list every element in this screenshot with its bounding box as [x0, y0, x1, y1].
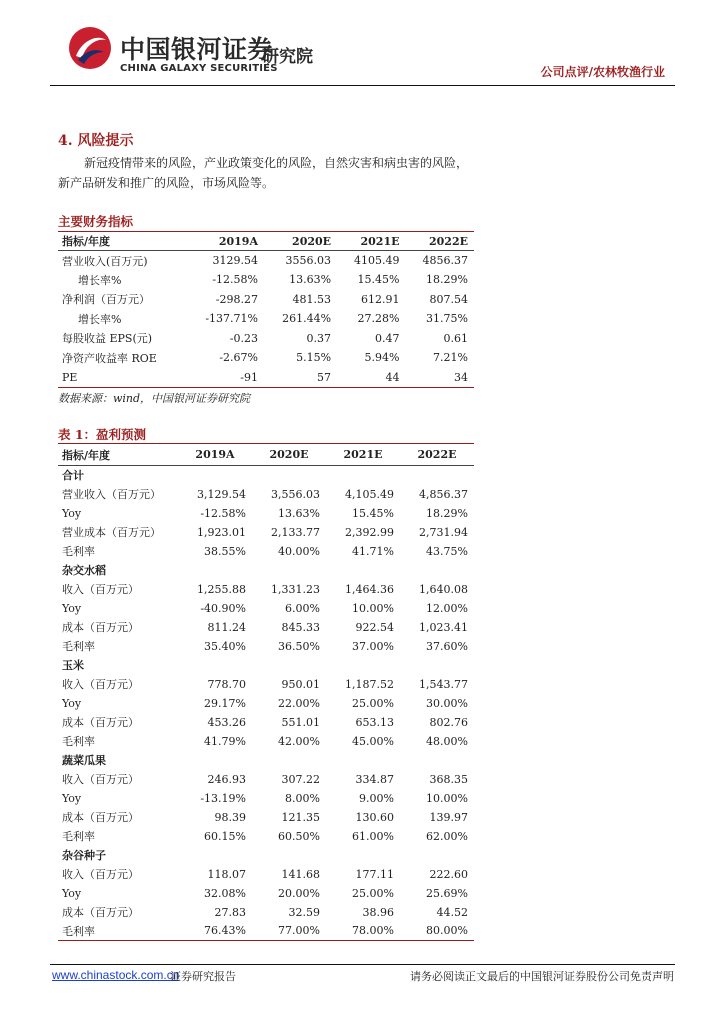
table-cell: 77.00%: [278, 924, 320, 938]
table-cell: 41.71%: [352, 544, 394, 558]
row-label: 每股收益 EPS(元): [62, 332, 153, 346]
table-row: [58, 884, 474, 903]
table-cell: 35.40%: [204, 639, 246, 653]
table-cell: 32.08%: [204, 886, 246, 900]
row-label: 成本（百万元）: [62, 621, 139, 634]
table-cell: 139.97: [429, 810, 468, 824]
table-cell: 307.22: [281, 772, 320, 786]
table-cell: -0.23: [229, 331, 258, 345]
group-label: 杂谷种子: [62, 849, 106, 862]
table-cell: 1,023.41: [419, 620, 468, 634]
brand-institute: 研究院: [262, 47, 313, 67]
table-cell: 368.35: [429, 772, 468, 786]
table-cell: 10.00%: [426, 791, 468, 805]
row-label: Yoy: [62, 696, 82, 710]
table-row: [58, 309, 474, 329]
table-cell: 612.91: [361, 292, 400, 306]
table-cell: 15.45%: [357, 273, 400, 287]
table-row: [58, 732, 474, 751]
table-cell: 453.26: [207, 715, 246, 729]
table-cell: 27.83: [214, 905, 246, 919]
table-cell: 60.15%: [204, 829, 246, 843]
table-row: [58, 329, 474, 349]
table-row: [58, 827, 474, 846]
table-row: [58, 922, 474, 941]
data-source-note: 数据来源：wind，中国银河证券研究院: [58, 392, 251, 405]
table-cell: 246.93: [207, 772, 246, 786]
table-cell: -13.19%: [200, 791, 246, 805]
table-cell: -298.27: [215, 292, 258, 306]
table-cell: 38.96: [362, 905, 394, 919]
table-cell: 4,105.49: [345, 487, 394, 501]
table-cell: 2,133.77: [271, 525, 320, 539]
table-cell: 222.60: [429, 867, 468, 881]
table-cell: 334.87: [355, 772, 394, 786]
table-cell: 41.79%: [204, 734, 246, 748]
group-label: 玉米: [62, 659, 84, 672]
table-header-row: [58, 232, 474, 251]
table-cell: 1,543.77: [419, 677, 468, 691]
table-header-cell: 指标/年度: [58, 232, 186, 251]
table-header-cell: 2020E: [252, 444, 326, 466]
row-label: 收入（百万元）: [62, 868, 139, 881]
table-cell: 177.11: [355, 867, 394, 881]
table-cell: 4856.37: [422, 254, 468, 267]
table-cell: 18.29%: [426, 506, 468, 520]
table-cell: 4,856.37: [419, 487, 468, 501]
table-cell: 13.63%: [289, 273, 332, 287]
table-cell: 20.00%: [278, 886, 320, 900]
table-cell: 845.33: [281, 620, 320, 634]
website-link[interactable]: www.chinastock.com.cn: [52, 968, 180, 982]
row-label: 毛利率: [62, 545, 95, 558]
row-label: Yoy: [62, 601, 82, 615]
table-cell: 0.37: [306, 331, 332, 345]
table-cell: 807.54: [429, 292, 468, 306]
table-cell: 38.55%: [204, 544, 246, 558]
table-cell: 811.24: [207, 620, 246, 634]
table-row: [58, 808, 474, 827]
row-label: 增长率%: [78, 312, 122, 326]
forecast-table-caption: 表 1：盈利预测: [58, 427, 147, 442]
table-cell: 1,464.36: [345, 582, 394, 596]
row-label: 毛利率: [62, 924, 95, 938]
table-cell: 3,556.03: [271, 487, 320, 501]
report-header: [50, 24, 675, 86]
table-header-cell: 2021E: [326, 444, 400, 466]
group-label: 蔬菜瓜果: [62, 754, 106, 767]
risk-paragraph: 新冠疫情带来的风险，产业政策变化的风险，自然灾害和病虫害的风险，新产品研发和推广的风险，市场风险等。: [58, 156, 469, 190]
table-cell: 76.43%: [204, 924, 246, 938]
table-row: [58, 504, 474, 523]
table-row: [58, 523, 474, 542]
row-label: 增长率%: [78, 273, 122, 287]
table-cell: 12.00%: [426, 601, 468, 615]
table-cell: 9.00%: [359, 791, 394, 805]
table-cell: 45.00%: [352, 734, 394, 748]
row-label: PE: [62, 370, 78, 384]
table-cell: 78.00%: [352, 924, 394, 938]
table-cell: 43.75%: [426, 544, 468, 558]
row-label: 收入（百万元）: [62, 773, 139, 786]
table-cell: 32.59: [288, 905, 320, 919]
group-row: [58, 751, 474, 770]
group-row: [58, 846, 474, 865]
table-cell: 61.00%: [352, 829, 394, 843]
table-row: [58, 789, 474, 808]
table-cell: 62.00%: [426, 829, 468, 843]
table-cell: -91: [240, 370, 258, 384]
table-cell: 42.00%: [278, 734, 320, 748]
row-label: 净资产收益率 ROE: [62, 351, 157, 365]
table-header-row: [58, 444, 474, 466]
table-row: [58, 618, 474, 637]
galaxy-logo-icon: [68, 26, 112, 70]
group-row: [58, 656, 474, 675]
brand-name-cn: 中国银河证券: [120, 35, 274, 64]
table-cell: -137.71%: [205, 312, 258, 326]
table-cell: -12.58%: [212, 273, 258, 287]
table-header-cell: 2019A: [178, 444, 252, 466]
table-cell: 5.94%: [364, 351, 400, 365]
table-cell: 30.00%: [426, 696, 468, 710]
table-cell: 5.15%: [296, 351, 332, 365]
report-category: 公司点评/农林牧渔行业: [540, 65, 665, 79]
table-row: [58, 637, 474, 656]
table-row: [58, 713, 474, 732]
table-row: [58, 542, 474, 561]
table-cell: 44.52: [436, 905, 468, 919]
table-cell: 551.01: [281, 715, 320, 729]
table-row: [58, 251, 474, 271]
table-header-cell: 指标/年度: [58, 444, 178, 466]
table-cell: 44: [385, 370, 400, 384]
footer-disclaimer: 请务必阅读正文最后的中国银河证券股份公司免责声明: [410, 970, 674, 983]
table-cell: -12.58%: [200, 506, 246, 520]
table-row: [58, 675, 474, 694]
table-cell: 29.17%: [204, 696, 246, 710]
table-cell: 37.60%: [426, 639, 468, 653]
group-row: [58, 561, 474, 580]
table-cell: 922.54: [355, 620, 394, 634]
row-label: Yoy: [62, 886, 82, 900]
table-row: [58, 270, 474, 290]
table-row: [58, 290, 474, 310]
table-cell: 3129.54: [212, 254, 258, 267]
risk-section-title: 4. 风险提示: [58, 133, 134, 149]
table-cell: 18.29%: [426, 273, 468, 287]
table-cell: 25.00%: [352, 696, 394, 710]
table-cell: 37.00%: [352, 639, 394, 653]
table-header-cell: 2019A: [186, 232, 264, 251]
table-cell: 7.21%: [433, 351, 468, 365]
table-cell: 481.53: [292, 292, 332, 306]
table-cell: 0.61: [443, 331, 468, 345]
table-cell: 48.00%: [426, 734, 468, 748]
table-cell: 31.75%: [426, 312, 468, 326]
table-row: [58, 694, 474, 713]
table-cell: 13.63%: [278, 506, 320, 520]
row-label: 净利润（百万元）: [62, 293, 150, 307]
financial-indicators-table: [58, 231, 474, 388]
table-cell: 130.60: [355, 810, 394, 824]
table-cell: 57: [317, 370, 332, 384]
table-cell: 40.00%: [278, 544, 320, 558]
table-cell: -2.67%: [219, 351, 258, 365]
group-label: 合计: [62, 469, 84, 483]
table-row: [58, 599, 474, 618]
financial-table-caption: 主要财务指标: [58, 214, 134, 229]
table-cell: 25.69%: [426, 886, 468, 900]
footer-divider: [50, 964, 675, 965]
table-cell: 2,731.94: [419, 525, 468, 539]
table-row: [58, 770, 474, 789]
row-label: 毛利率: [62, 735, 95, 748]
table-cell: 1,255.88: [197, 582, 246, 596]
row-label: Yoy: [62, 506, 82, 520]
table-cell: 1,187.52: [345, 677, 394, 691]
table-cell: 3,129.54: [197, 487, 246, 501]
row-label: 毛利率: [62, 640, 95, 653]
table-cell: 60.50%: [278, 829, 320, 843]
table-cell: 25.00%: [352, 886, 394, 900]
table-cell: 653.13: [355, 715, 394, 729]
table-cell: 6.00%: [285, 601, 320, 615]
table-cell: 261.44%: [282, 312, 332, 326]
table-cell: 4105.49: [354, 254, 400, 267]
table-header-cell: 2020E: [264, 232, 337, 251]
table-cell: 121.35: [281, 810, 320, 824]
table-row: [58, 865, 474, 884]
row-label: 成本（百万元）: [62, 811, 139, 824]
row-label: 营业收入（百万元）: [62, 488, 161, 501]
row-label: 营业收入(百万元): [62, 254, 148, 268]
table-cell: 0.47: [375, 331, 400, 345]
footer-report-type: 证券研究报告: [170, 970, 236, 983]
table-cell: 34: [454, 370, 468, 384]
row-label: 营业成本（百万元）: [62, 526, 161, 539]
table-cell: 802.76: [429, 715, 468, 729]
table-cell: -40.90%: [200, 601, 246, 615]
table-cell: 15.45%: [352, 506, 394, 520]
table-header-cell: 2022E: [406, 232, 475, 251]
table-row: [58, 903, 474, 922]
table-cell: 22.00%: [278, 696, 320, 710]
table-row: [58, 368, 474, 388]
table-cell: 1,923.01: [197, 525, 246, 539]
table-cell: 36.50%: [278, 639, 320, 653]
table-cell: 80.00%: [426, 924, 468, 938]
table-cell: 141.68: [281, 867, 320, 881]
table-header-cell: 2022E: [400, 444, 474, 466]
brand-name-en: CHINA GALAXY SECURITIES: [120, 63, 278, 74]
table-cell: 8.00%: [285, 791, 320, 805]
row-label: 成本（百万元）: [62, 906, 139, 919]
row-label: 收入（百万元）: [62, 678, 139, 691]
table-cell: 118.07: [207, 867, 246, 881]
table-row: [58, 348, 474, 368]
header-divider: [50, 85, 675, 86]
table-cell: 1,640.08: [419, 582, 468, 596]
table-cell: 27.28%: [357, 312, 400, 326]
table-cell: 10.00%: [352, 601, 394, 615]
table-row: [58, 485, 474, 504]
table-cell: 3556.03: [285, 254, 332, 267]
earnings-forecast-table: [58, 443, 474, 941]
row-label: Yoy: [62, 791, 82, 805]
table-cell: 778.70: [207, 677, 246, 691]
row-label: 收入（百万元）: [62, 583, 139, 596]
table-header-cell: 2021E: [337, 232, 405, 251]
row-label: 成本（百万元）: [62, 716, 139, 729]
table-cell: 98.39: [214, 810, 246, 824]
table-cell: 1,331.23: [271, 582, 320, 596]
table-row: [58, 580, 474, 599]
table-cell: 2,392.99: [345, 525, 394, 539]
group-label: 杂交水稻: [62, 564, 106, 577]
table-cell: 950.01: [281, 677, 320, 691]
group-row: [58, 466, 474, 485]
row-label: 毛利率: [62, 830, 95, 843]
